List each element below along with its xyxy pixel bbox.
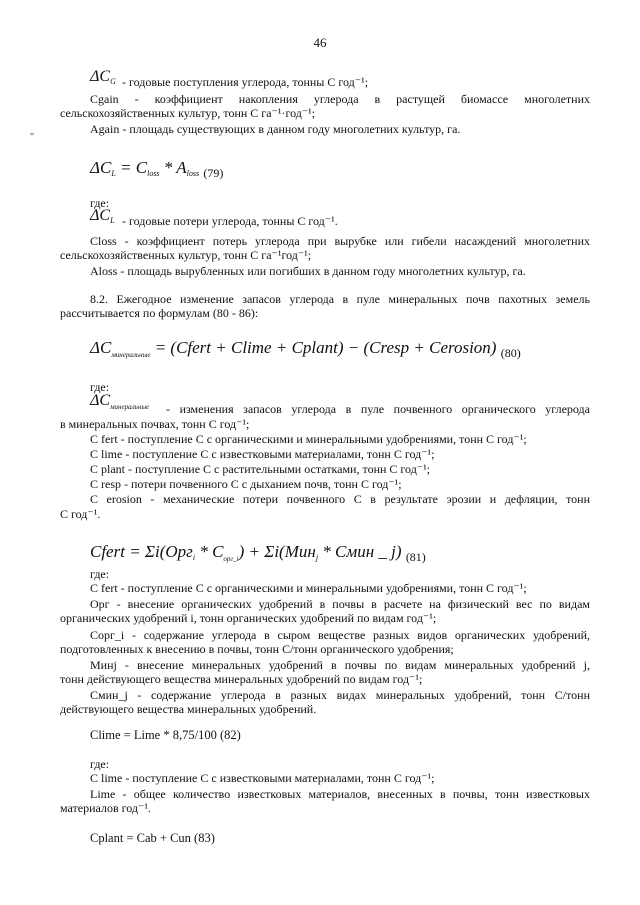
formula-82: Clime = Lime * 8,75/100 (82) <box>90 728 241 742</box>
text-line: C lime - поступление С с известковыми материалами, тонн С год⁻¹; <box>90 771 435 785</box>
text-line: Смин_j - содержание углерода в разных видах минеральных удобрений, тонн С/тонн <box>90 688 590 702</box>
text-line: C lime - поступление С с известковыми материалами, тонн С год⁻¹; <box>90 447 435 461</box>
delta-cl-symbol: $\Delta C_L$ <box>90 207 115 225</box>
text-line: C fert - поступление С с органическими и минеральными удобрениями, тонн С год⁻¹; <box>90 432 527 446</box>
formula-79: $\Delta C_L = C_{loss} * A_{loss}$ $_{(79)}$ <box>90 158 224 180</box>
text-line: 8.2. Ежегодное изменение запасов углерода в пуле минеральных почв пахотных земель <box>90 292 590 306</box>
text-line: где: <box>90 567 110 581</box>
text-line: где: <box>90 196 110 210</box>
text-line: С год⁻¹. <box>60 507 101 521</box>
text-line: Cgain - коэффициент накопления углерода в растущей биомассе многолетних <box>90 92 590 106</box>
text-line: подготовленных к внесению в почвы, тонн С/тонн органического удобрения; <box>60 642 454 656</box>
page-number: 46 <box>313 35 327 50</box>
text-line: - годовые потери углерода, тонны С год⁻¹. <box>122 214 338 228</box>
text-line: рассчитывается по формулам (80 - 86): <box>60 306 259 320</box>
text-line: где: <box>90 380 110 394</box>
text-line: C resp - потери почвенного С с дыханием почв, тонн С год⁻¹; <box>90 477 402 491</box>
text-line: Again - площадь существующих в данном году многолетних культур, га. <box>90 122 461 136</box>
text-line: действующего вещества минеральных удобрений. <box>60 702 317 716</box>
text-line: C fert - поступление С с органическими и минеральными удобрениями, тонн С год⁻¹; <box>90 581 527 595</box>
text-line: органических удобрений i, тонн органических удобрений по видам год⁻¹; <box>60 611 437 625</box>
delta-cg-symbol: $\Delta C_G$ <box>90 68 116 86</box>
text-line: - годовые поступления углерода, тонны С год⁻¹; <box>122 75 369 89</box>
text-line: сельскохозяйственных культур, тонн С га⁻¹год⁻¹; <box>60 248 312 262</box>
formula-80: $\Delta C_{минеральные}$ = (Cfert + Clime + Cplant) − (Cresp + Cerosion) $_{(80)}$ <box>90 338 521 360</box>
text-line: Lime - общее количество известковых материалов, внесенных в почвы, тонн известковых <box>90 787 590 801</box>
formula-83: Cplant = Cab + Cun (83) <box>90 831 215 845</box>
text-line: в минеральных почвах, тонн С год⁻¹; <box>60 417 250 431</box>
text-line: Closs - коэффициент потерь углерода при вырубке или гибели насаждений многолетних <box>90 234 590 248</box>
text-line: C erosion - механические потери почвенного С в результате эрозии и дефляции, тонн <box>90 492 590 506</box>
text-line: C plant - поступление С с растительными остатками, тонн С год⁻¹; <box>90 462 431 476</box>
text-line: - изменения запасов углерода в пуле почвенного органического углерода <box>166 402 590 416</box>
text-line: где: <box>90 757 110 771</box>
text-line: тонн действующего вещества минеральных удобрений по видам год⁻¹; <box>60 672 423 686</box>
text-line: сельскохозяйственных культур, тонн С га⁻¹·год⁻¹; <box>60 106 316 120</box>
text-line: Орг - внесение органических удобрений в почвы в расчете на физический вес по видам <box>90 597 590 611</box>
text-line: Минj - внесение минеральных удобрений в почвы по видам минеральных удобрений j, <box>90 658 590 672</box>
text-line: материалов год⁻¹. <box>60 801 151 815</box>
formula-81: Cfert = $\Sigma i(Орг_i * C_{орг\_i}) + \Sigma i(Мин_j$ * Смин _ j) $_{(81)}$ <box>90 542 426 564</box>
text-line: Copг_i - содержание углерода в сыром веществе разных видов органических удобрений, <box>90 628 590 642</box>
text-line: Aloss - площадь вырубленных или погибших в данном году многолетних культур, га. <box>90 264 526 278</box>
delta-cm-symbol: $\Delta C_{минеральные}$ <box>90 392 150 411</box>
margin-mark: " <box>30 132 35 143</box>
